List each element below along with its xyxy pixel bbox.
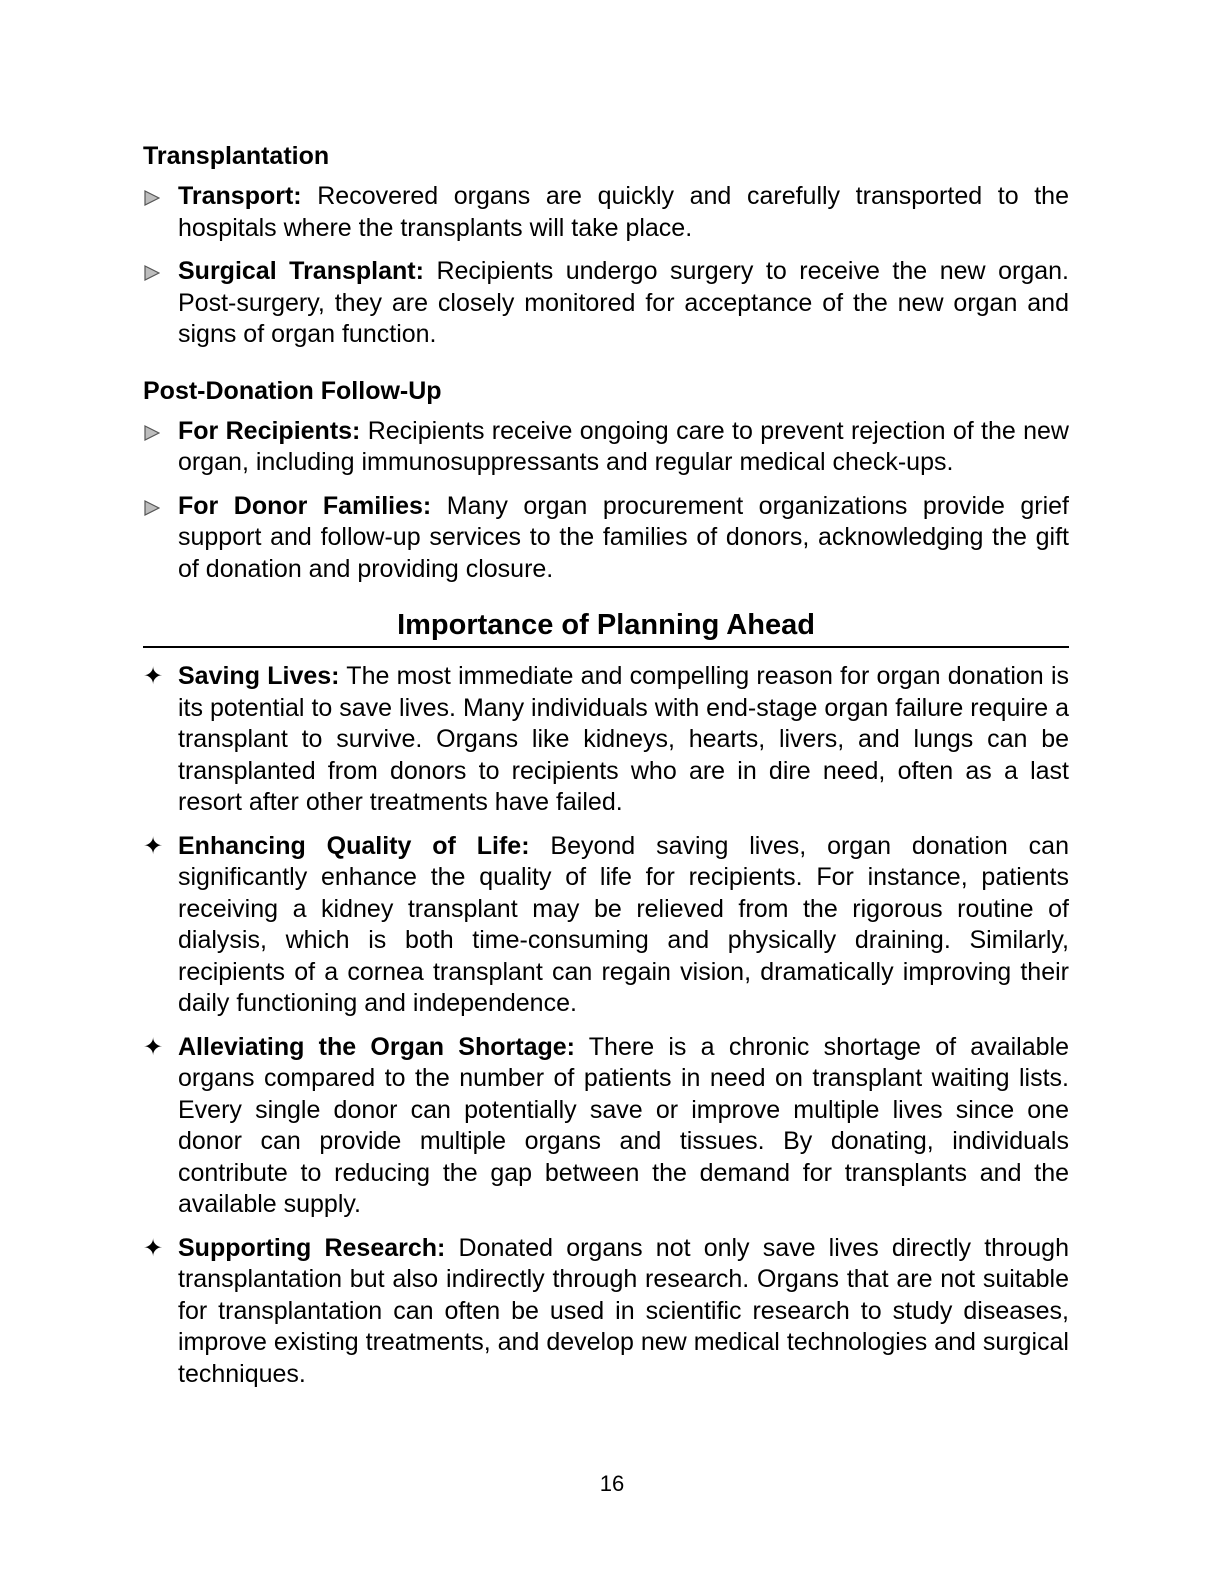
item-term: For Recipients: — [178, 416, 361, 445]
item-term: For Donor Families: — [178, 491, 432, 520]
list-item-organ-shortage — [143, 1032, 1069, 1221]
list-item-supporting-research — [143, 1233, 1069, 1391]
list-item-saving-lives — [143, 661, 1069, 819]
item-term: Enhancing Quality of Life: — [178, 831, 530, 860]
item-term: Alleviating the Organ Shortage: — [178, 1032, 575, 1061]
star-bullet-icon: ✦ — [143, 1233, 164, 1262]
item-text: Donated organs not only save lives directly through transplantation but also indirectly through research. Organs that are not suitable for transplantation can often be used in scientific research to study diseases, improve existing treatments, and develop new medical technologies and surgical techniques. — [178, 1233, 1069, 1388]
item-text: Recovered organs are quickly and carefully transported to the hospitals where the transplants will take place. — [178, 182, 1069, 242]
follow-up-heading: Post-Donation Follow-Up — [143, 376, 442, 405]
item-text: Recipients undergo surgery to receive the new organ. Post-surgery, they are closely monitored for acceptance of the new organ and signs of organ function. — [178, 257, 1070, 348]
item-term: Saving Lives: — [178, 662, 340, 690]
list-item-enhancing-quality — [143, 831, 1069, 1020]
item-term: Transport: — [178, 182, 302, 210]
list-item-for-donor-families — [143, 491, 1069, 586]
item-term: Surgical Transplant: — [178, 257, 424, 285]
star-bullet-icon: ✦ — [143, 831, 164, 860]
star-bullet-icon: ✦ — [143, 1032, 164, 1061]
item-text: There is a chronic shortage of available organs compared to the number of patients in need on transplant waiting lists. Every single donor can potentially save or improve multiple lives since one donor can provide multiple organs and tissues. By donating, individuals contribute to reducing the gap between the demand for transplants and the available supply. — [178, 1032, 1069, 1218]
page-number: 16 — [599, 1471, 625, 1496]
list-item-for-recipients — [143, 416, 1069, 479]
triangle-bullet-icon — [144, 425, 160, 441]
transplantation-heading: Transplantation — [143, 142, 330, 170]
item-term: Supporting Research: — [178, 1233, 446, 1262]
triangle-bullet-icon — [144, 265, 160, 281]
section-title-planning-ahead: Importance of Planning Ahead — [143, 607, 1069, 648]
item-text: Recipients receive ongoing care to prevent rejection of the new organ, including immunosuppressants and regular medical check-ups. — [178, 416, 1069, 476]
star-bullet-icon: ✦ — [143, 662, 164, 690]
list-item-surgical-transplant — [143, 256, 1069, 351]
triangle-bullet-icon — [144, 190, 160, 206]
item-text: The most immediate and compelling reason for organ donation is its potential to save lives. Many individuals with end-stage organ failure require a transplant to survive. Organs like kidneys, hearts, livers, and lungs can be transplanted from donors to recipients who are in dire need, often as a last resort after other treatments have failed. — [178, 662, 1069, 816]
item-text: Many organ procurement organizations provide grief support and follow-up services to the families of donors, acknowledging the gift of donation and providing closure. — [178, 491, 1069, 583]
triangle-bullet-icon — [144, 500, 160, 516]
list-item-transport — [143, 181, 1069, 244]
item-text: Beyond saving lives, organ donation can significantly enhance the quality of life for recipients. For instance, patients receiving a kidney transplant may be relieved from the rigorous routine of dialysis, which is both time-consuming and physically draining. Similarly, recipients of a cornea transplant can regain vision, dramatically improving their daily functioning and independence. — [178, 831, 1069, 1017]
page-content — [143, 140, 1069, 1402]
